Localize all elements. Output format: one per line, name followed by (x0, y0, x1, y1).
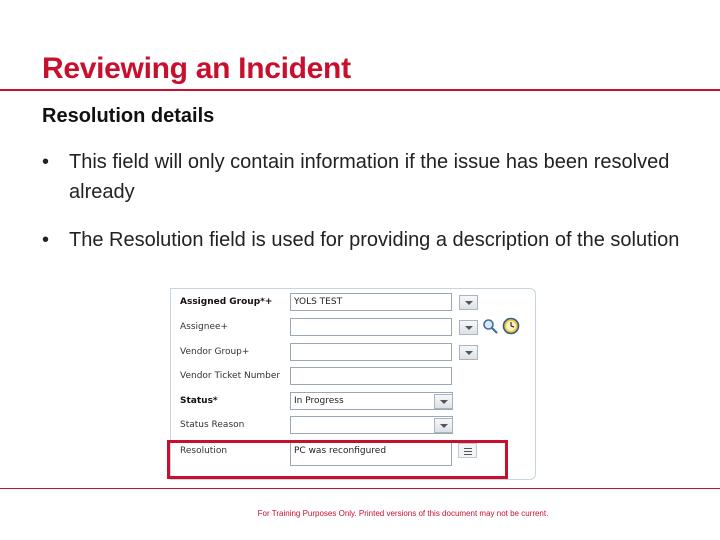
clock-icon[interactable] (502, 317, 520, 335)
bullet-dot: • (42, 151, 50, 173)
search-icon[interactable] (482, 318, 498, 334)
title-divider (0, 89, 720, 91)
status-label: Status* (180, 396, 218, 406)
bullet-item (42, 225, 702, 255)
form-row-assigned-group (171, 292, 535, 314)
resolution-label: Resolution (180, 446, 228, 456)
vendor-group-dropdown-icon[interactable] (459, 345, 478, 360)
resolution-highlight-box (167, 440, 508, 479)
resolution-field[interactable]: PC was reconfigured (290, 442, 452, 466)
footer-divider (0, 488, 720, 489)
assigned-group-field[interactable]: YOLS TEST (290, 293, 452, 311)
section-subtitle: Resolution details (42, 105, 215, 127)
status-dropdown-icon[interactable] (434, 394, 453, 409)
form-row-status (171, 391, 535, 413)
bullet-text: The Resolution field is used for providing a description of the solution (69, 229, 680, 251)
form-row-vendor-group (171, 342, 535, 364)
form-row-assignee (171, 317, 535, 339)
assignee-dropdown-icon[interactable] (459, 320, 478, 335)
assignee-label: Assignee+ (180, 322, 229, 332)
vendor-ticket-number-field[interactable] (290, 367, 452, 385)
assignee-field[interactable] (290, 318, 452, 336)
status-reason-dropdown-icon[interactable] (434, 418, 453, 433)
status-reason-label: Status Reason (180, 420, 245, 430)
form-row-vendor-ticket-number (171, 366, 535, 388)
status-reason-select[interactable] (290, 416, 453, 434)
vendor-group-label: Vendor Group+ (180, 347, 250, 357)
slide-title: Reviewing an Incident (42, 52, 351, 85)
assigned-group-label: Assigned Group*+ (180, 297, 273, 307)
bullet-item (42, 147, 702, 207)
bullet-text: This field will only contain information if the issue has been resolved already (69, 151, 670, 203)
vendor-group-field[interactable] (290, 343, 452, 361)
vendor-ticket-number-label: Vendor Ticket Number (180, 371, 281, 381)
footer-disclaimer: For Training Purposes Only. Printed versions of this document may not be current. (257, 509, 549, 518)
bullet-dot: • (42, 229, 50, 251)
assigned-group-dropdown-icon[interactable] (459, 295, 478, 310)
status-select[interactable]: In Progress (290, 392, 453, 410)
form-row-status-reason (171, 415, 535, 437)
bullet-list (42, 147, 702, 273)
